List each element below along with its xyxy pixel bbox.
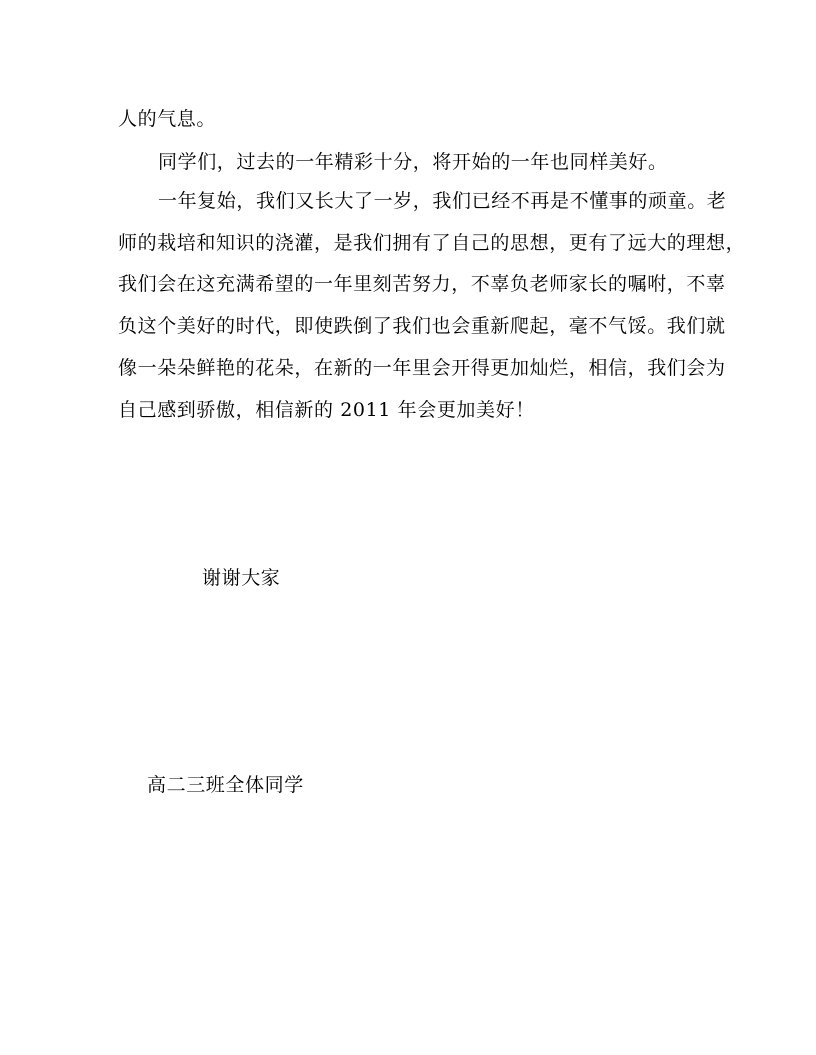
paragraph-3-line-3: 我们会在这充满希望的一年里刻苦努力，不辜负老师家长的嘱咐，不辜 <box>118 273 726 295</box>
paragraph-3-line-5: 像一朵朵鲜艳的花朵，在新的一年里会开得更加灿烂，相信，我们会为 <box>118 357 726 379</box>
paragraph-1-line-1: 人的气息。 <box>118 108 217 130</box>
paragraph-3-line-4: 负这个美好的时代，即使跌倒了我们也会重新爬起，毫不气馁。我们就 <box>118 315 726 337</box>
paragraph-3-line-1: 一年复始，我们又长大了一岁，我们已经不再是不懂事的顽童。老 <box>158 190 727 212</box>
paragraph-3-line-2: 师的栽培和知识的浇灌，是我们拥有了自己的思想，更有了远大的理想， <box>118 232 746 254</box>
paragraph-2-line-1: 同学们，过去的一年精彩十分，将开始的一年也同样美好。 <box>158 151 668 173</box>
signature-text: 高二三班全体同学 <box>147 774 304 796</box>
paragraph-3-line-6: 自己感到骄傲，相信新的 2011 年会更加美好！ <box>118 399 535 421</box>
closing-text: 谢谢大家 <box>202 567 281 589</box>
